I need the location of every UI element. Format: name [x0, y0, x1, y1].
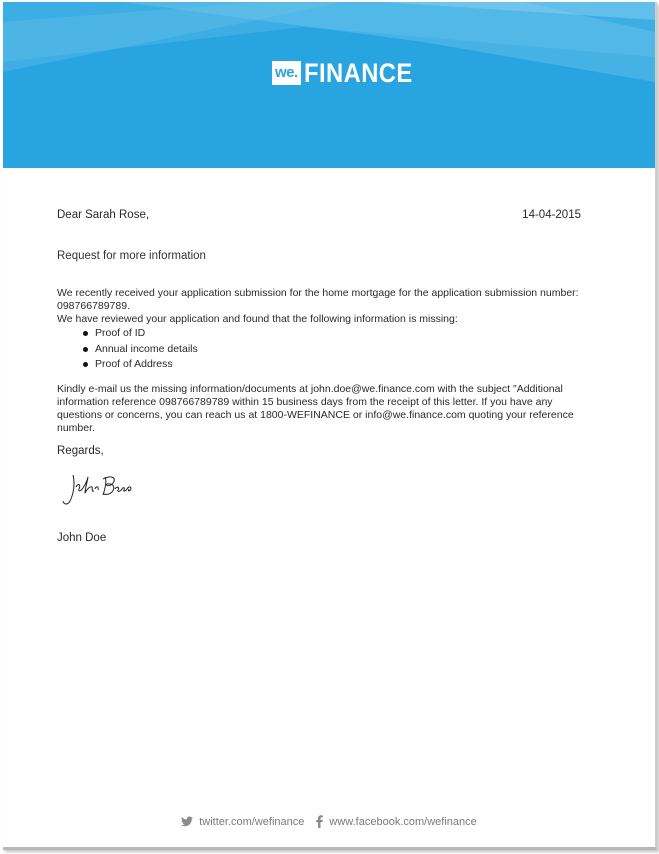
- facebook-link[interactable]: [316, 815, 476, 828]
- logo-prefix: we.: [272, 61, 301, 85]
- intro-line-1: We recently received your application submission for the home mortgage for the application submission number: 098766789789.: [57, 287, 579, 312]
- list-item: Proof of ID: [81, 326, 198, 342]
- letter-subject: Request for more information: [57, 250, 206, 262]
- twitter-icon: [181, 816, 193, 827]
- missing-items-list: [81, 326, 198, 373]
- letterhead-banner: [3, 2, 655, 168]
- logo-word: FINANCE: [303, 58, 413, 88]
- twitter-link[interactable]: [181, 816, 304, 828]
- facebook-icon: [316, 815, 323, 828]
- sender-name: John Doe: [57, 532, 107, 544]
- letter-date: 14-04-2015: [522, 209, 581, 221]
- greeting: Dear Sarah Rose,: [57, 209, 150, 221]
- list-item: Annual income details: [81, 342, 198, 358]
- letter-page: [3, 2, 657, 850]
- company-logo: [272, 58, 427, 88]
- intro-line-2: We have reviewed your application and found that the following information is missing:: [57, 313, 458, 325]
- handwritten-signature: [61, 469, 133, 509]
- closing: Regards,: [57, 445, 104, 457]
- facebook-url: www.facebook.com/wefinance: [329, 815, 477, 828]
- intro-paragraph: [57, 287, 597, 326]
- instructions-paragraph: Kindly e-mail us the missing information/documents at john.doe@we.finance.com with the subject "Additional information reference 098766789789 within 15 business days from the receipt of this letter. If you have any questions or concerns, you can reach us at 1800-WEFINANCE or info@we.finance.com quoting your reference number.: [57, 383, 574, 434]
- list-item: Proof of Address: [81, 357, 198, 373]
- footer-social: [3, 815, 655, 828]
- twitter-handle: twitter.com/wefinance: [199, 815, 305, 828]
